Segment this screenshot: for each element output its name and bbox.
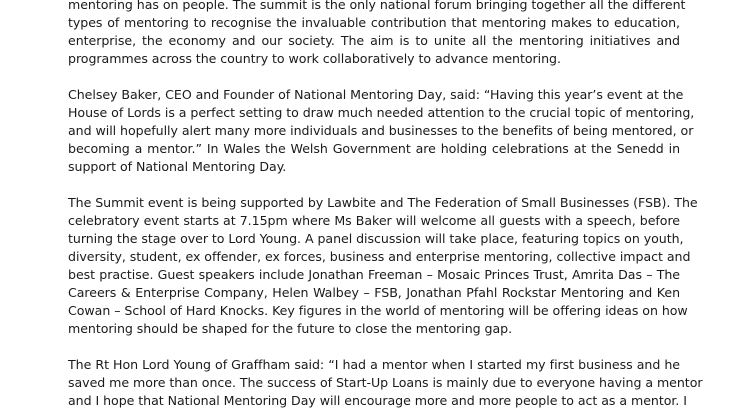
text-line: Careers & Enterprise Company, Helen Walbey – FSB, Jonathan Pfahl Rockstar Mentoring and Ken	[68, 285, 680, 300]
paragraph-chelsey-baker-quote	[68, 86, 695, 176]
text-line: and will hopefully alert many more individuals and businesses to the benefits of being mentored, or	[68, 123, 694, 138]
text-line: and I hope that National Mentoring Day will encourage more and more people to act as a mentor. I	[68, 393, 687, 408]
text-line: Chelsey Baker, CEO and Founder of National Mentoring Day, said: “Having this year’s event at the	[68, 87, 684, 102]
text-line: turning the stage over to Lord Young. A panel discussion will take place, featuring topics on youth,	[68, 231, 684, 246]
text-line: The Rt Hon Lord Young of Graffham said: “I had a mentor when I started my first business and he	[68, 357, 680, 372]
document-body	[68, 0, 703, 419]
paragraph-summit-intro	[68, 0, 686, 68]
text-line: types of mentoring to recognise the invaluable contribution that mentoring makes to education,	[68, 15, 680, 30]
paragraph-lord-young-quote	[68, 356, 703, 410]
paragraph-summit-event-details	[68, 194, 698, 338]
text-line: diversity, student, ex offender, ex forces, business and enterprise mentoring, collective impact and	[68, 249, 691, 264]
text-line: House of Lords is a perfect setting to draw much needed attention to the crucial topic of mentoring,	[68, 105, 695, 120]
text-line: support of National Mentoring Day.	[68, 159, 287, 174]
text-line: programmes across the country to work collaboratively to advance mentoring.	[68, 51, 561, 66]
text-line: celebratory event starts at 7.15pm where Ms Baker will welcome all guests with a speech, before	[68, 213, 680, 228]
text-line: mentoring should be shaped for the future to close the mentoring gap.	[68, 321, 513, 336]
text-line: best practise. Guest speakers include Jonathan Freeman – Mosaic Princes Trust, Amrita Das – The	[68, 267, 680, 282]
text-line: saved me more than once. The success of Start-Up Loans is mainly due to everyone having a mentor	[68, 375, 703, 390]
text-line: becoming a mentor.” In Wales the Welsh Government are holding celebrations at the Senedd in	[68, 141, 680, 156]
text-line: Cowan – School of Hard Knocks. Key figures in the world of mentoring will be offering ideas on how	[68, 303, 688, 318]
text-line: mentoring has on people. The summit is the only national forum bringing together all the different	[68, 0, 686, 12]
text-line: The Summit event is being supported by Lawbite and The Federation of Small Businesses (FSB). The	[68, 195, 698, 210]
text-line: enterprise, the economy and our society. The aim is to unite all the mentoring initiatives and	[68, 33, 680, 48]
